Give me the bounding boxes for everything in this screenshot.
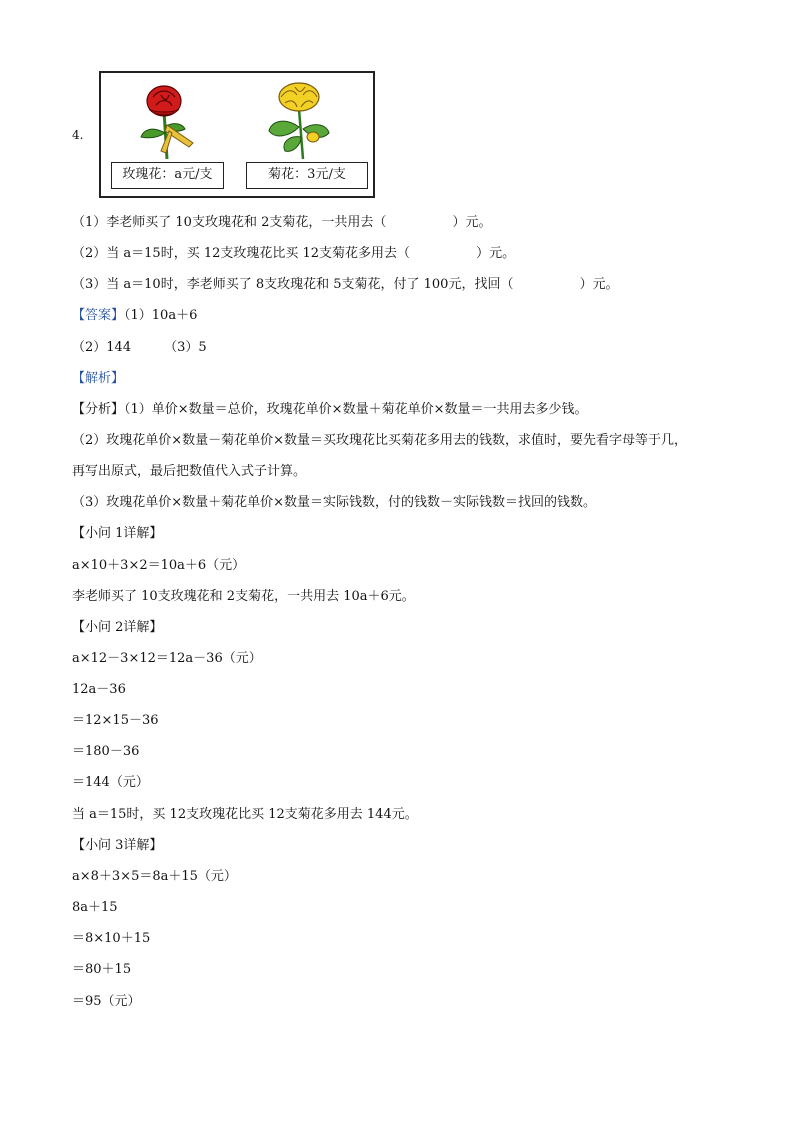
- detail-2-line: 12a－36: [72, 682, 126, 697]
- answer-line-1: [72, 306, 197, 326]
- fenxi-line-2a: （2）玫瑰花单价×数量－菊花单价×数量＝买玫瑰花比买菊花多用去的钱数，求值时，要先看字母等于几，: [72, 433, 688, 448]
- answer-tag: 【答案】: [72, 308, 125, 323]
- detail-1-line: a×10＋3×2＝10a＋6（元）: [72, 558, 246, 573]
- detail-3-line: ＝8×10＋15: [72, 931, 151, 946]
- question-part-3: （3）当 a＝10时，李老师买了 8支玫瑰花和 5支菊花，付了 100元，找回（ ）元。: [72, 277, 619, 292]
- fenxi-line-3: （3）玫瑰花单价×数量＋菊花单价×数量＝实际钱数，付的钱数－实际钱数＝找回的钱数。: [72, 495, 597, 510]
- detail-3-line: ＝95（元）: [72, 994, 141, 1009]
- chrysanthemum-illustration: [261, 79, 337, 163]
- detail-3-line: 8a＋15: [72, 900, 118, 915]
- fenxi-1-text: （1）单价×数量＝总价，玫瑰花单价×数量＋菊花单价×数量＝一共用去多少钱。: [124, 402, 588, 417]
- answer-line-2: （2）144 （3）5: [72, 340, 207, 355]
- detail-3-title: 【小问 3详解】: [72, 838, 163, 853]
- detail-2-line: 当 a＝15时，买 12支玫瑰花比买 12支菊花多用去 144元。: [72, 807, 418, 822]
- detail-2-title: 【小问 2详解】: [72, 620, 163, 635]
- fenxi-line-2b: 再写出原式，最后把数值代入式子计算。: [72, 464, 307, 479]
- fenxi-line-1: [72, 400, 587, 420]
- detail-1-line: 李老师买了 10支玫瑰花和 2支菊花，一共用去 10a＋6元。: [72, 589, 415, 604]
- chrysanthemum-price-label: 菊花：3元/支: [246, 162, 368, 189]
- rose-illustration: [131, 81, 201, 161]
- detail-3-line: a×8＋3×5＝8a＋15（元）: [72, 869, 237, 884]
- detail-2-line: ＝180－36: [72, 744, 140, 759]
- detail-1-title: 【小问 1详解】: [72, 526, 163, 541]
- flower-price-figure: [99, 71, 375, 198]
- detail-2-line: ＝144（元）: [72, 775, 149, 790]
- fenxi-tag: 【分析】: [72, 402, 125, 417]
- detail-2-line: ＝12×15－36: [72, 713, 159, 728]
- detail-3-line: ＝80＋15: [72, 962, 132, 977]
- rose-price-label: 玫瑰花：a元/支: [111, 162, 224, 189]
- question-part-1: （1）李老师买了 10支玫瑰花和 2支菊花，一共用去（ ）元。: [72, 215, 492, 230]
- answer-1-text: （1）10a＋6: [124, 308, 198, 323]
- detail-2-line: a×12－3×12＝12a－36（元）: [72, 651, 262, 666]
- question-number: 4.: [72, 128, 84, 142]
- question-part-2: （2）当 a＝15时，买 12支玫瑰花比买 12支菊花多用去（ ）元。: [72, 246, 516, 261]
- analysis-tag: 【解析】: [72, 371, 125, 386]
